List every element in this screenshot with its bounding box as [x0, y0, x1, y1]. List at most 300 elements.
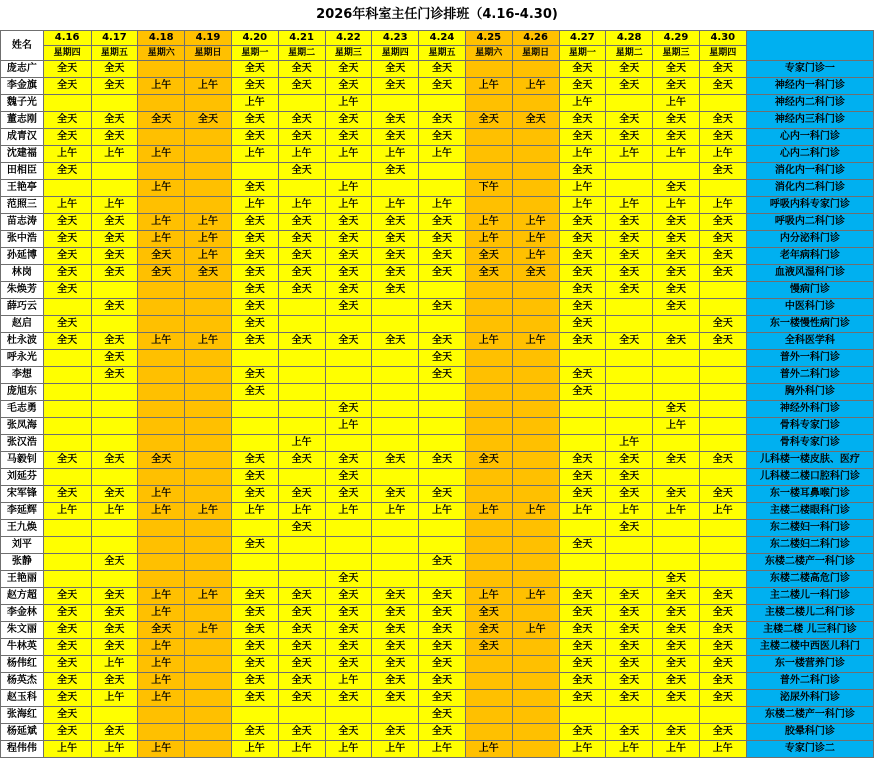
shift-cell: 全天: [699, 129, 746, 146]
shift-cell: 全天: [699, 78, 746, 95]
shift-cell: 全天: [653, 265, 700, 282]
shift-cell: 全天: [606, 673, 653, 690]
shift-cell: 上午: [185, 588, 232, 605]
doctor-name: 马毅钊: [1, 452, 44, 469]
shift-cell: 全天: [372, 112, 419, 129]
clinic-name: 主楼二楼儿二科门诊: [746, 605, 873, 622]
table-row: [1, 316, 874, 333]
doctor-name: 刘延芬: [1, 469, 44, 486]
shift-cell: 上午: [325, 197, 372, 214]
shift-cell: 上午: [606, 741, 653, 758]
doctor-name: 庞旭东: [1, 384, 44, 401]
shift-cell: [512, 690, 559, 707]
shift-cell: [91, 571, 138, 588]
shift-cell: 全天: [185, 265, 232, 282]
shift-cell: 全天: [325, 61, 372, 78]
shift-cell: 全天: [91, 129, 138, 146]
shift-cell: [372, 180, 419, 197]
shift-cell: 全天: [559, 316, 606, 333]
shift-cell: 全天: [278, 690, 325, 707]
shift-cell: [512, 61, 559, 78]
shift-cell: 全天: [91, 299, 138, 316]
shift-cell: 全天: [278, 163, 325, 180]
shift-cell: 上午: [138, 656, 185, 673]
shift-cell: 全天: [699, 265, 746, 282]
shift-cell: [185, 690, 232, 707]
shift-cell: 全天: [278, 231, 325, 248]
shift-cell: 全天: [699, 639, 746, 656]
shift-cell: [185, 146, 232, 163]
shift-cell: 上午: [138, 690, 185, 707]
shift-cell: [185, 537, 232, 554]
shift-cell: 上午: [138, 741, 185, 758]
shift-cell: [185, 435, 232, 452]
shift-cell: [372, 571, 419, 588]
shift-cell: 全天: [606, 231, 653, 248]
shift-cell: [512, 673, 559, 690]
shift-cell: 全天: [91, 214, 138, 231]
shift-cell: 全天: [465, 112, 512, 129]
shift-cell: [512, 741, 559, 758]
shift-cell: [231, 520, 278, 537]
table-row: [1, 367, 874, 384]
shift-cell: 全天: [606, 112, 653, 129]
shift-cell: 全天: [419, 78, 466, 95]
shift-cell: 全天: [606, 622, 653, 639]
shift-cell: 全天: [699, 673, 746, 690]
shift-cell: 上午: [278, 741, 325, 758]
shift-cell: [278, 299, 325, 316]
shift-cell: [559, 350, 606, 367]
doctor-name: 赵方超: [1, 588, 44, 605]
clinic-name: 东一楼慢性病门诊: [746, 316, 873, 333]
shift-cell: 全天: [231, 673, 278, 690]
shift-cell: 上午: [325, 503, 372, 520]
shift-cell: [278, 554, 325, 571]
shift-cell: [465, 384, 512, 401]
shift-cell: 全天: [43, 265, 91, 282]
shift-cell: [372, 537, 419, 554]
shift-cell: 全天: [559, 214, 606, 231]
shift-cell: [559, 418, 606, 435]
table-row: [1, 350, 874, 367]
doctor-name: 赵玉科: [1, 690, 44, 707]
weekday-header-row: [1, 46, 874, 61]
shift-cell: 上午: [465, 231, 512, 248]
shift-cell: [372, 299, 419, 316]
dept-column-header: [746, 31, 873, 61]
shift-cell: [138, 299, 185, 316]
clinic-name: 消化内二科门诊: [746, 180, 873, 197]
shift-cell: [512, 605, 559, 622]
shift-cell: 上午: [372, 503, 419, 520]
table-row: [1, 622, 874, 639]
shift-cell: 上午: [138, 605, 185, 622]
shift-cell: 上午: [419, 503, 466, 520]
shift-cell: [185, 486, 232, 503]
shift-cell: [419, 282, 466, 299]
shift-cell: 全天: [419, 112, 466, 129]
shift-cell: 全天: [419, 299, 466, 316]
shift-cell: [372, 316, 419, 333]
shift-cell: [465, 537, 512, 554]
shift-cell: [138, 316, 185, 333]
date-header: 4.21: [278, 31, 325, 46]
shift-cell: [465, 724, 512, 741]
shift-cell: 上午: [185, 214, 232, 231]
weekday-header: 星期二: [278, 46, 325, 61]
shift-cell: 全天: [325, 129, 372, 146]
shift-cell: [325, 163, 372, 180]
shift-cell: [325, 707, 372, 724]
shift-cell: [231, 418, 278, 435]
shift-cell: [465, 401, 512, 418]
shift-cell: 全天: [699, 61, 746, 78]
shift-cell: [231, 163, 278, 180]
shift-cell: 全天: [43, 639, 91, 656]
shift-cell: 全天: [43, 707, 91, 724]
shift-cell: 全天: [606, 61, 653, 78]
shift-cell: [512, 384, 559, 401]
doctor-name: 牛林英: [1, 639, 44, 656]
shift-cell: 全天: [653, 656, 700, 673]
shift-cell: [372, 707, 419, 724]
shift-cell: 全天: [278, 622, 325, 639]
shift-cell: [512, 299, 559, 316]
shift-cell: 全天: [419, 265, 466, 282]
shift-cell: [91, 163, 138, 180]
shift-cell: 全天: [372, 214, 419, 231]
shift-cell: 全天: [559, 469, 606, 486]
shift-cell: [512, 571, 559, 588]
table-row: [1, 333, 874, 350]
shift-cell: [512, 452, 559, 469]
shift-cell: 全天: [559, 690, 606, 707]
shift-cell: [653, 367, 700, 384]
shift-cell: 上午: [138, 639, 185, 656]
shift-cell: [606, 571, 653, 588]
doctor-name: 张中浩: [1, 231, 44, 248]
shift-cell: [606, 367, 653, 384]
shift-cell: 全天: [606, 129, 653, 146]
table-row: [1, 112, 874, 129]
doctor-name: 赵启: [1, 316, 44, 333]
shift-cell: 全天: [91, 622, 138, 639]
weekday-header: 星期五: [91, 46, 138, 61]
shift-cell: 全天: [231, 129, 278, 146]
shift-cell: [231, 571, 278, 588]
clinic-name: 中医科门诊: [746, 299, 873, 316]
shift-cell: [699, 554, 746, 571]
shift-cell: 全天: [653, 112, 700, 129]
table-row: [1, 248, 874, 265]
shift-cell: 全天: [559, 367, 606, 384]
shift-cell: [278, 418, 325, 435]
clinic-name: 主楼二楼 儿三科门诊: [746, 622, 873, 639]
shift-cell: 上午: [138, 214, 185, 231]
shift-cell: 上午: [512, 333, 559, 350]
shift-cell: 全天: [419, 333, 466, 350]
shift-cell: 全天: [43, 724, 91, 741]
shift-cell: [278, 401, 325, 418]
shift-cell: 上午: [185, 78, 232, 95]
shift-cell: 全天: [325, 452, 372, 469]
shift-cell: [512, 537, 559, 554]
shift-cell: [138, 350, 185, 367]
shift-cell: 全天: [419, 367, 466, 384]
date-header: 4.18: [138, 31, 185, 46]
shift-cell: 上午: [231, 741, 278, 758]
shift-cell: 上午: [465, 78, 512, 95]
weekday-header: 星期六: [138, 46, 185, 61]
shift-cell: 全天: [699, 231, 746, 248]
shift-cell: [465, 197, 512, 214]
shift-cell: 全天: [559, 129, 606, 146]
shift-cell: [606, 316, 653, 333]
shift-cell: [231, 707, 278, 724]
shift-cell: [465, 146, 512, 163]
shift-cell: [91, 316, 138, 333]
shift-cell: 上午: [138, 588, 185, 605]
shift-cell: [278, 571, 325, 588]
shift-cell: 全天: [231, 724, 278, 741]
shift-cell: 全天: [231, 605, 278, 622]
shift-cell: 全天: [91, 452, 138, 469]
shift-cell: 全天: [606, 605, 653, 622]
shift-cell: 上午: [278, 435, 325, 452]
shift-cell: [138, 401, 185, 418]
table-row: [1, 129, 874, 146]
shift-cell: 全天: [465, 639, 512, 656]
shift-cell: [699, 537, 746, 554]
shift-cell: [419, 316, 466, 333]
shift-cell: [372, 384, 419, 401]
shift-cell: [559, 435, 606, 452]
shift-cell: [606, 163, 653, 180]
shift-cell: 上午: [138, 231, 185, 248]
shift-cell: [606, 350, 653, 367]
shift-cell: 全天: [559, 163, 606, 180]
shift-cell: 全天: [231, 112, 278, 129]
shift-cell: [419, 401, 466, 418]
shift-cell: [699, 418, 746, 435]
shift-cell: 全天: [699, 112, 746, 129]
shift-cell: 上午: [465, 588, 512, 605]
shift-cell: 全天: [43, 486, 91, 503]
shift-cell: [372, 367, 419, 384]
shift-cell: 全天: [372, 673, 419, 690]
weekday-header: 星期一: [559, 46, 606, 61]
shift-cell: [465, 129, 512, 146]
doctor-name: 王九焕: [1, 520, 44, 537]
shift-cell: 全天: [606, 452, 653, 469]
shift-cell: 上午: [91, 146, 138, 163]
shift-cell: 上午: [606, 503, 653, 520]
table-row: [1, 639, 874, 656]
shift-cell: 全天: [43, 622, 91, 639]
shift-cell: 全天: [372, 248, 419, 265]
shift-cell: 全天: [559, 656, 606, 673]
shift-cell: [138, 520, 185, 537]
shift-cell: [138, 537, 185, 554]
shift-cell: [138, 197, 185, 214]
shift-cell: 全天: [325, 248, 372, 265]
clinic-name: 东楼二楼高危门诊: [746, 571, 873, 588]
shift-cell: 全天: [653, 452, 700, 469]
shift-cell: [185, 401, 232, 418]
date-header: 4.22: [325, 31, 372, 46]
shift-cell: [465, 350, 512, 367]
shift-cell: 全天: [43, 452, 91, 469]
shift-cell: 全天: [653, 180, 700, 197]
doctor-name: 李想: [1, 367, 44, 384]
shift-cell: 全天: [512, 265, 559, 282]
shift-cell: 上午: [699, 197, 746, 214]
shift-cell: 上午: [653, 146, 700, 163]
shift-cell: 全天: [325, 656, 372, 673]
shift-cell: [465, 707, 512, 724]
date-header: 4.26: [512, 31, 559, 46]
shift-cell: [91, 95, 138, 112]
shift-cell: 上午: [372, 197, 419, 214]
shift-cell: [419, 180, 466, 197]
shift-cell: 全天: [231, 265, 278, 282]
shift-cell: 上午: [512, 248, 559, 265]
shift-cell: 全天: [325, 622, 372, 639]
shift-cell: [138, 61, 185, 78]
shift-cell: [372, 520, 419, 537]
shift-cell: 全天: [699, 452, 746, 469]
shift-cell: 全天: [699, 605, 746, 622]
shift-cell: [559, 707, 606, 724]
shift-cell: 全天: [372, 333, 419, 350]
doctor-name: 李延辉: [1, 503, 44, 520]
shift-cell: 全天: [559, 639, 606, 656]
schedule-body: [1, 31, 874, 758]
shift-cell: 全天: [419, 588, 466, 605]
shift-cell: 上午: [653, 95, 700, 112]
shift-cell: 全天: [325, 299, 372, 316]
shift-cell: 全天: [465, 605, 512, 622]
table-row: [1, 418, 874, 435]
shift-cell: 全天: [325, 265, 372, 282]
table-row: [1, 163, 874, 180]
clinic-name: 血液风湿科门诊: [746, 265, 873, 282]
weekday-header: 星期日: [185, 46, 232, 61]
clinic-name: 胶晕科门诊: [746, 724, 873, 741]
shift-cell: [43, 299, 91, 316]
shift-cell: [43, 95, 91, 112]
weekday-header: 星期三: [653, 46, 700, 61]
shift-cell: [465, 418, 512, 435]
shift-cell: [91, 435, 138, 452]
shift-cell: [512, 639, 559, 656]
shift-cell: 全天: [231, 78, 278, 95]
shift-cell: [559, 520, 606, 537]
shift-cell: [465, 435, 512, 452]
shift-cell: [91, 282, 138, 299]
weekday-header: 星期三: [325, 46, 372, 61]
table-row: [1, 95, 874, 112]
table-row: [1, 741, 874, 758]
shift-cell: 全天: [278, 112, 325, 129]
shift-cell: 全天: [91, 61, 138, 78]
shift-cell: 全天: [559, 248, 606, 265]
shift-cell: [512, 418, 559, 435]
shift-cell: [185, 673, 232, 690]
shift-cell: 全天: [43, 656, 91, 673]
clinic-name: 主楼二楼中西医儿科门: [746, 639, 873, 656]
shift-cell: 上午: [138, 673, 185, 690]
table-row: [1, 673, 874, 690]
shift-cell: [185, 316, 232, 333]
shift-cell: 全天: [185, 112, 232, 129]
name-column-header: 姓名: [1, 31, 44, 61]
shift-cell: 上午: [325, 741, 372, 758]
doctor-name: 杨延斌: [1, 724, 44, 741]
shift-cell: 全天: [559, 112, 606, 129]
shift-cell: 上午: [465, 741, 512, 758]
shift-cell: 全天: [278, 452, 325, 469]
clinic-name: 神经内二科门诊: [746, 95, 873, 112]
shift-cell: 上午: [91, 656, 138, 673]
shift-cell: 全天: [278, 333, 325, 350]
shift-cell: [185, 367, 232, 384]
table-row: [1, 384, 874, 401]
shift-cell: 全天: [606, 265, 653, 282]
shift-cell: 下午: [465, 180, 512, 197]
shift-cell: 全天: [325, 486, 372, 503]
shift-cell: [419, 571, 466, 588]
shift-cell: 全天: [419, 724, 466, 741]
clinic-name: 骨科专家门诊: [746, 418, 873, 435]
shift-cell: [278, 367, 325, 384]
shift-cell: 全天: [278, 520, 325, 537]
shift-cell: 上午: [653, 503, 700, 520]
shift-cell: 上午: [278, 146, 325, 163]
shift-cell: [185, 61, 232, 78]
shift-cell: [138, 282, 185, 299]
shift-cell: [325, 350, 372, 367]
table-row: [1, 707, 874, 724]
shift-cell: 上午: [138, 333, 185, 350]
shift-cell: 全天: [465, 248, 512, 265]
shift-cell: 全天: [278, 248, 325, 265]
shift-cell: 全天: [653, 571, 700, 588]
shift-cell: [465, 61, 512, 78]
shift-cell: [606, 707, 653, 724]
shift-cell: [185, 741, 232, 758]
shift-cell: [278, 316, 325, 333]
shift-cell: 全天: [559, 265, 606, 282]
shift-cell: [606, 418, 653, 435]
shift-cell: 全天: [278, 605, 325, 622]
shift-cell: 全天: [699, 316, 746, 333]
shift-cell: [512, 656, 559, 673]
doctor-name: 杨英杰: [1, 673, 44, 690]
shift-cell: 上午: [138, 146, 185, 163]
shift-cell: [325, 537, 372, 554]
clinic-name: 普外二科门诊: [746, 673, 873, 690]
shift-cell: 上午: [559, 180, 606, 197]
shift-cell: 全天: [372, 588, 419, 605]
shift-cell: [185, 418, 232, 435]
shift-cell: 上午: [372, 741, 419, 758]
shift-cell: 全天: [325, 588, 372, 605]
shift-cell: 全天: [653, 61, 700, 78]
shift-cell: [185, 163, 232, 180]
shift-cell: 全天: [43, 588, 91, 605]
